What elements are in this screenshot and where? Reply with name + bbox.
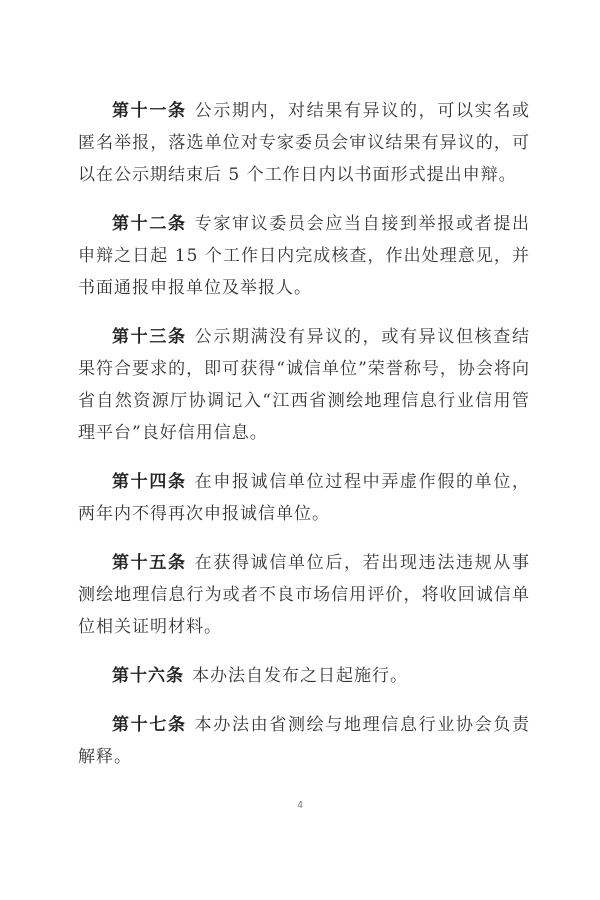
- article-number: 第十六条: [112, 666, 184, 686]
- article-15: [78, 547, 530, 643]
- article-text: 公示期内，对结果有异议的，可以实名或匿名举报，落选单位对专家委员会审议结果有异议的，可以在公示期结束后 5 个工作日内以书面形式提出申辩。: [78, 101, 531, 185]
- article-11: [78, 95, 530, 191]
- article-text: 公示期满没有异议的，或有异议但核查结果符合要求的，即可获得“诚信单位”荣誉称号，协会将向省自然资源厅协调记入“江西省测绘地理信息行业信用管理平台”良好信用信息。: [78, 327, 531, 443]
- article-text: 在申报诚信单位过程中弄虚作假的单位，两年内不得再次申报诚信单位。: [78, 472, 531, 524]
- article-16: [78, 660, 530, 692]
- article-text: 本办法由省测绘与地理信息行业协会负责解释。: [78, 715, 531, 767]
- article-number: 第十三条: [112, 327, 187, 347]
- article-text: 在获得诚信单位后，若出现违法违规从事测绘地理信息行为或者不良市场信用评价，将收回诚信单位相关证明材料。: [78, 553, 531, 637]
- article-14: [78, 466, 530, 530]
- article-number: 第十七条: [112, 715, 187, 735]
- article-13: [78, 321, 530, 449]
- article-number: 第十五条: [112, 553, 187, 573]
- article-number: 第十一条: [112, 101, 187, 121]
- article-number: 第十四条: [112, 472, 187, 492]
- article-12: [78, 208, 530, 304]
- article-number: 第十二条: [112, 214, 187, 234]
- regulation-body: [78, 95, 530, 790]
- page-number: 4: [297, 800, 303, 811]
- article-17: [78, 709, 530, 773]
- article-text: 本办法自发布之日起施行。: [192, 666, 408, 686]
- article-text: 专家审议委员会应当自接到举报或者提出申辩之日起 15 个工作日内完成核查，作出处理意见，并书面通报申报单位及举报人。: [78, 214, 531, 298]
